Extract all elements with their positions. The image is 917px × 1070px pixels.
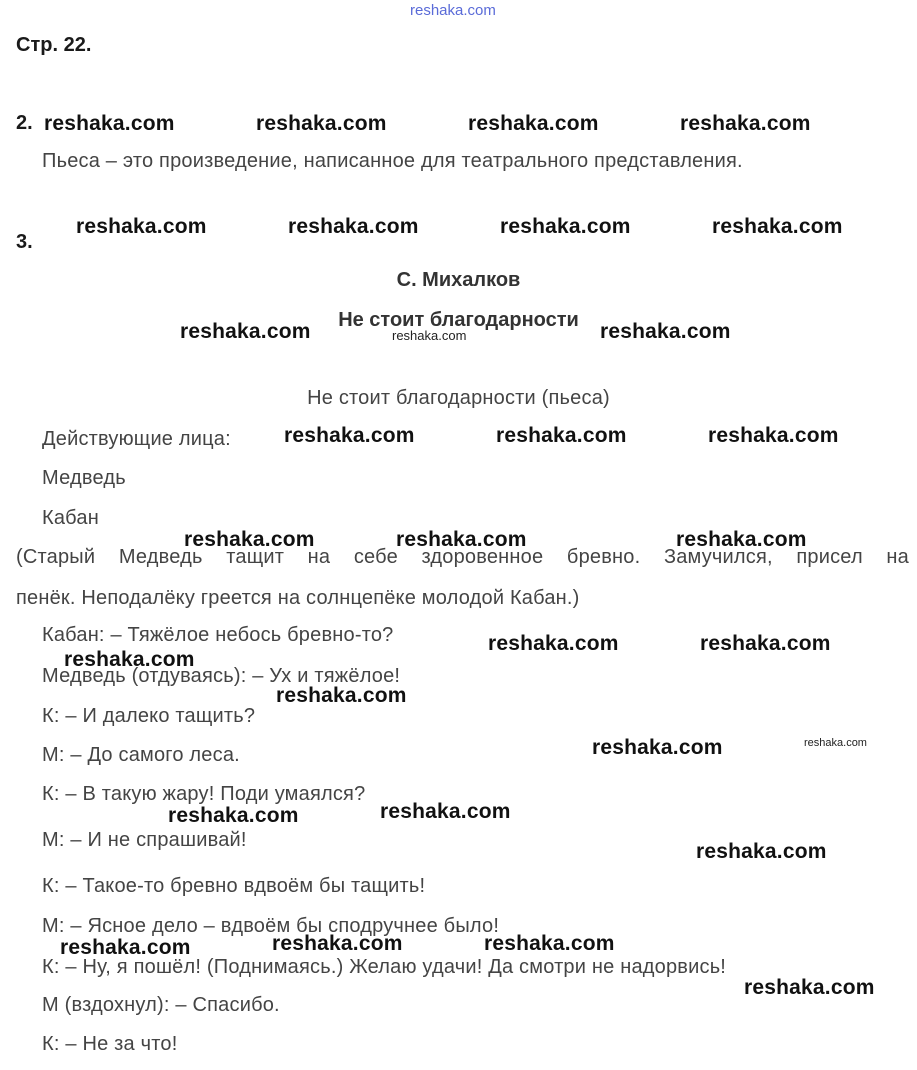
stage-direction-line-2: пенёк. Неподалёку греется на солнцепёке молодой Кабан.) — [16, 587, 580, 609]
work-title: Не стоит благодарности — [338, 309, 579, 331]
watermark: reshaka.com — [676, 528, 807, 551]
watermark: reshaka.com — [184, 528, 315, 551]
dialogue-line: К: – Не за что! — [42, 1033, 178, 1055]
stage-direction-line-1: (Старый Медведь тащит на себе здоровенное бревно. Замучился, присел на — [16, 546, 909, 568]
watermark: reshaka.com — [680, 112, 811, 135]
watermark: reshaka.com — [44, 112, 175, 135]
watermark: reshaka.com — [168, 804, 299, 827]
watermark: reshaka.com — [76, 215, 207, 238]
watermark: reshaka.com — [700, 632, 831, 655]
watermark: reshaka.com — [272, 932, 403, 955]
watermark: reshaka.com — [592, 736, 723, 759]
dialogue-line: К: – Такое-то бревно вдвоём бы тащить! — [42, 875, 426, 897]
dialogue-line: М: – И не спрашивай! — [42, 829, 247, 851]
watermark: reshaka.com — [468, 112, 599, 135]
watermark: reshaka.com — [288, 215, 419, 238]
watermark: reshaka.com — [744, 976, 875, 999]
character-boar: Кабан — [42, 507, 99, 529]
page-label: Стр. 22. — [16, 34, 92, 56]
watermark: reshaka.com — [496, 424, 627, 447]
dialogue-line: К: – И далеко тащить? — [42, 705, 256, 727]
watermark: reshaka.com — [712, 215, 843, 238]
watermark: reshaka.com — [500, 215, 631, 238]
watermark: reshaka.com — [60, 936, 191, 959]
watermark: reshaka.com — [64, 648, 195, 671]
work-subtitle: Не стоит благодарности (пьеса) — [307, 387, 610, 409]
task-number-2: 2. — [16, 112, 33, 134]
dialogue-line: М: – До самого леса. — [42, 744, 240, 766]
play-definition: Пьеса – это произведение, написанное для театрального представления. — [42, 150, 743, 172]
watermark: reshaka.com — [600, 320, 731, 343]
task-number-3: 3. — [16, 231, 33, 253]
watermark: reshaka.com — [708, 424, 839, 447]
site-watermark-top: reshaka.com — [410, 2, 496, 19]
watermark-tiny: reshaka.com — [804, 737, 867, 749]
dialogue-line: М (вздохнул): – Спасибо. — [42, 994, 280, 1016]
watermark: reshaka.com — [396, 528, 527, 551]
dialogue-line: К: – Ну, я пошёл! (Поднимаясь.) Желаю удачи! Да смотри не надорвись! — [42, 956, 727, 978]
watermark: reshaka.com — [488, 632, 619, 655]
dialogue-line: М: – Ясное дело – вдвоём бы сподручнее было! — [42, 915, 500, 937]
author-name: С. Михалков — [396, 269, 521, 291]
watermark: reshaka.com — [256, 112, 387, 135]
dialogue-line: Медведь (отдуваясь): – Ух и тяжёлое! — [42, 665, 401, 687]
watermark: reshaka.com — [484, 932, 615, 955]
dialogue-line: Кабан: – Тяжёлое небось бревно-то? — [42, 624, 394, 646]
watermark: reshaka.com — [284, 424, 415, 447]
watermark: reshaka.com — [180, 320, 311, 343]
dialogue-line: К: – В такую жару! Поди умаялся? — [42, 783, 366, 805]
watermark: reshaka.com — [276, 684, 407, 707]
watermark: reshaka.com — [380, 800, 511, 823]
watermark-small: reshaka.com — [392, 328, 467, 343]
watermark: reshaka.com — [696, 840, 827, 863]
character-bear: Медведь — [42, 467, 126, 489]
characters-label: Действующие лица: — [42, 428, 231, 450]
